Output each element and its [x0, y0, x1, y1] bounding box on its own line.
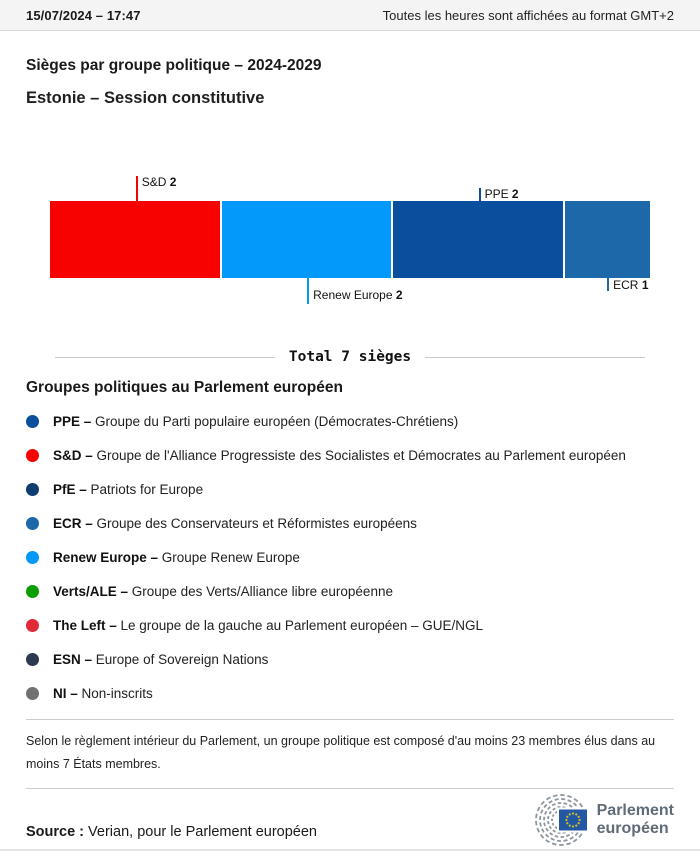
legend-dot-ppe: [26, 415, 39, 428]
source-label: Source :: [26, 824, 85, 840]
legend-dot-verts: [26, 585, 39, 598]
timezone-note: Toutes les heures sont affichées au format GMT+2: [382, 7, 674, 23]
stacked-bar: [50, 201, 650, 278]
legend-item-ppe: [26, 413, 674, 429]
main-content: [0, 57, 700, 848]
source-line: [26, 824, 317, 840]
legend-text-ppe: PPE – Groupe du Parti populaire européen (Démocrates-Chrétiens): [53, 413, 459, 429]
legend-text-verts: Verts/ALE – Groupe des Verts/Alliance libre européenne: [53, 583, 393, 599]
legend-item-ni: [26, 685, 674, 701]
logo-text-line2: européen: [596, 820, 669, 837]
divider-line-right: [425, 357, 645, 358]
bar-tick-ppe: [479, 188, 481, 201]
bar-segment-s-d: [50, 201, 220, 278]
bar-tick-s-d: [136, 176, 138, 201]
legend-list: [26, 413, 674, 701]
legend-item-renew: [26, 549, 674, 565]
legend-dot-ecr: [26, 517, 39, 530]
bar-tick-ecr: [607, 278, 609, 291]
divider-line-left: [55, 357, 275, 358]
logo-text: [597, 802, 674, 838]
legend-item-ecr: [26, 515, 674, 531]
legend-heading: Groupes politiques au Parlement européen: [26, 379, 343, 396]
legend-text-ecr: ECR – Groupe des Conservateurs et Réformistes européens: [53, 515, 417, 531]
chart-area: [0, 171, 700, 306]
legend-item-verts: [26, 583, 674, 599]
legend-dot-pfe: [26, 483, 39, 496]
legend-text-pfe: PfE – Patriots for Europe: [53, 481, 204, 497]
bar-segment-renew-europe: [222, 201, 392, 278]
footnote-text: Selon le règlement intérieur du Parlement, un groupe politique est composé d'au moins 23 membres élus dans au moins 7 États membres.: [26, 734, 656, 771]
footnote-section: [26, 719, 674, 789]
legend-dot-sd: [26, 449, 39, 462]
legend-dot-the-left: [26, 619, 39, 632]
bar-label-ppe: PPE 2: [484, 187, 519, 201]
bar-segment-ppe: [393, 201, 563, 278]
total-label: Total 7 sièges: [288, 349, 412, 365]
total-divider: [55, 349, 645, 365]
legend-text-ni: NI – Non-inscrits: [53, 685, 153, 701]
datetime-text: 15/07/2024 – 17:47: [26, 7, 141, 23]
legend-text-sd: S&D – Groupe de l'Alliance Progressiste des Socialistes et Démocrates au Parlement européen: [53, 447, 626, 463]
legend-dot-esn: [26, 653, 39, 666]
legend-text-renew: Renew Europe – Groupe Renew Europe: [53, 549, 300, 565]
page-subtitle: Estonie – Session constitutive: [26, 89, 265, 107]
legend-item-pfe: [26, 481, 674, 497]
logo-text-line1: Parlement: [596, 802, 674, 820]
legend-item-the-left: [26, 617, 674, 633]
hemicycle-icon: [525, 794, 589, 846]
legend-dot-renew: [26, 551, 39, 564]
bar-segment-ecr: [565, 201, 650, 278]
page-title: Sièges par groupe politique – 2024-2029: [26, 57, 322, 74]
legend-dot-ni: [26, 687, 39, 700]
source-text: Verian, pour le Parlement européen: [88, 824, 317, 840]
bar-label-renew-europe: Renew Europe 2: [313, 288, 403, 302]
legend-item-sd: [26, 447, 674, 463]
ep-logo: [525, 794, 674, 846]
page-bottom-divider: [0, 849, 700, 851]
legend-text-esn: ESN – Europe of Sovereign Nations: [53, 651, 269, 667]
bar-label-ecr: ECR 1: [613, 278, 649, 292]
topbar: [0, 0, 700, 31]
legend-item-esn: [26, 651, 674, 667]
eu-flag-icon: [558, 809, 588, 832]
legend-text-the-left: The Left – Le groupe de la gauche au Parlement européen – GUE/NGL: [53, 617, 484, 633]
bar-label-s-d: S&D 2: [141, 175, 177, 189]
bar-tick-renew-europe: [307, 278, 309, 304]
source-row: [26, 793, 674, 848]
